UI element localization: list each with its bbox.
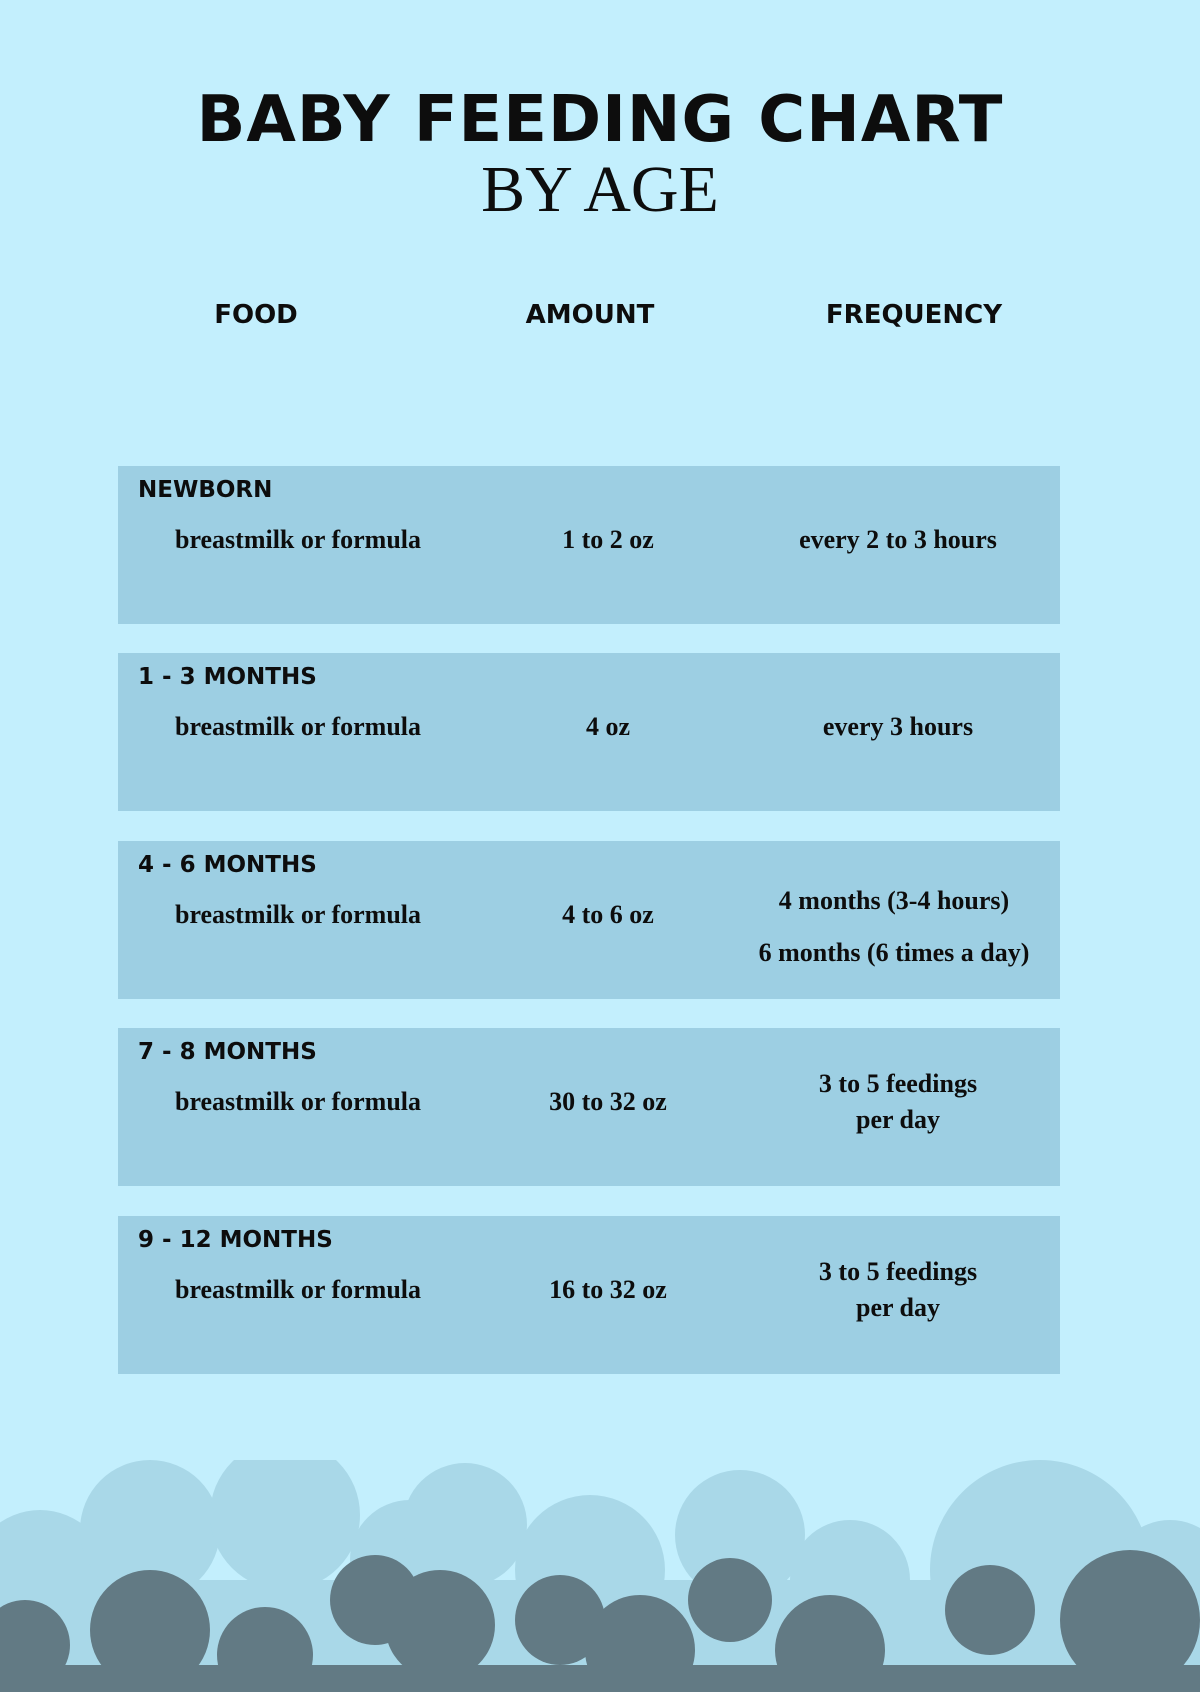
cloud-illustration (0, 1460, 1200, 1692)
amount-cell: 4 oz (585, 712, 631, 741)
frequency-line: per day (855, 1293, 941, 1322)
frequency-line: per day (855, 1105, 941, 1134)
row-age-label: NEWBORN (138, 477, 273, 503)
cloud-puff (210, 1460, 360, 1590)
cloud-puff (688, 1558, 772, 1642)
frequency-cell (748, 709, 1048, 745)
row-age-label: 1 - 3 MONTHS (138, 664, 317, 690)
food-cell: breastmilk or formula (174, 712, 422, 741)
frequency-line: every 2 to 3 hours (799, 525, 997, 554)
frequency-line: 3 to 5 feedings (818, 1257, 978, 1286)
frequency-cell (728, 875, 1060, 979)
amount-cell: 4 to 6 oz (562, 900, 654, 929)
table-row-4-6-months (118, 841, 1060, 999)
food-cell: breastmilk or formula (174, 1275, 422, 1304)
frequency-cell (748, 522, 1048, 558)
frequency-line: every 3 hours (822, 712, 974, 741)
food-cell: breastmilk or formula (174, 525, 422, 554)
food-cell: breastmilk or formula (174, 1087, 422, 1116)
amount-cell: 1 to 2 oz (562, 525, 654, 554)
amount-cell: 16 to 32 oz (549, 1275, 667, 1304)
frequency-cell (748, 1254, 1048, 1326)
page-subtitle: BY AGE (481, 153, 719, 226)
page-title: BABY FEEDING CHART (196, 83, 1004, 157)
cloud-puff (945, 1565, 1035, 1655)
cloud-base (0, 1665, 1200, 1692)
row-age-label: 7 - 8 MONTHS (138, 1039, 317, 1065)
column-header-amount: AMOUNT (525, 300, 655, 330)
frequency-line: 4 months (3-4 hours) (778, 886, 1010, 915)
food-cell: breastmilk or formula (174, 900, 422, 929)
row-age-label: 4 - 6 MONTHS (138, 852, 317, 878)
table-row-1-3-months (118, 653, 1060, 811)
amount-cell: 30 to 32 oz (549, 1087, 667, 1116)
row-age-label: 9 - 12 MONTHS (138, 1227, 333, 1253)
table-row-9-12-months (118, 1216, 1060, 1374)
frequency-line: 6 months (6 times a day) (758, 938, 1030, 967)
column-header-food: FOOD (214, 300, 298, 330)
cloud-puff (385, 1570, 495, 1680)
cloud-puff (403, 1463, 527, 1587)
table-row-newborn (118, 466, 1060, 624)
frequency-line: 3 to 5 feedings (818, 1069, 978, 1098)
frequency-cell (748, 1066, 1048, 1138)
table-row-7-8-months (118, 1028, 1060, 1186)
column-header-frequency: FREQUENCY (825, 300, 1003, 330)
